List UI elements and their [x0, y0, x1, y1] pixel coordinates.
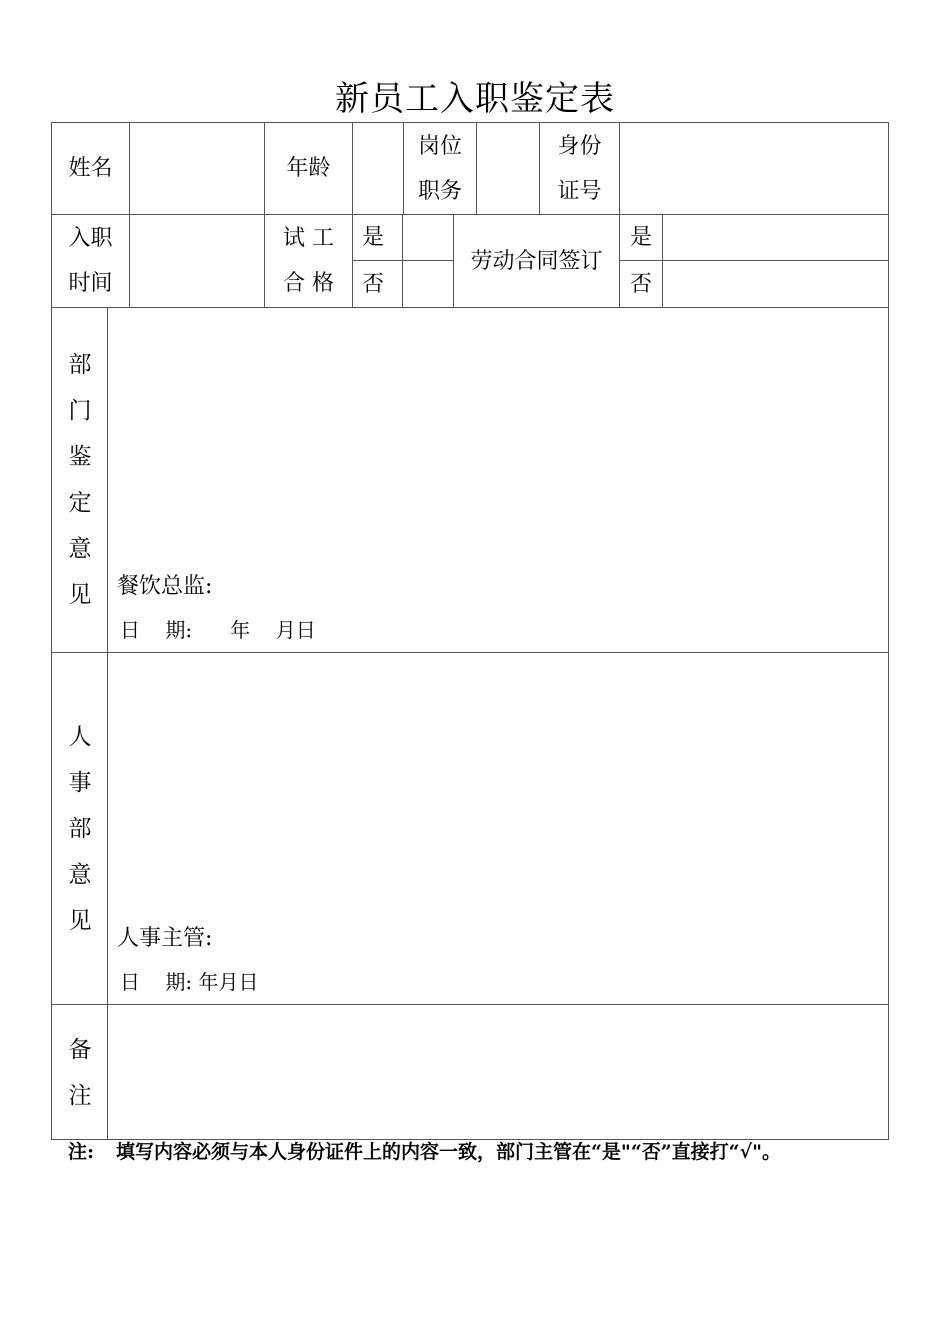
remark-label-char: 备	[68, 1037, 92, 1063]
hire-date-label	[52, 215, 129, 307]
trial-no-label: 否	[361, 271, 384, 297]
trial-no-checkbox[interactable]	[403, 261, 453, 307]
id-label	[540, 123, 619, 214]
hr-opinion-field[interactable]	[108, 653, 888, 918]
dept-label-char: 见	[68, 582, 92, 608]
trial-yes-label: 是	[361, 225, 384, 250]
position-label-line2: 职务	[417, 178, 462, 204]
hire-date-label-line1: 入职	[68, 226, 113, 251]
trial-yes-checkbox[interactable]	[403, 215, 453, 260]
trial-pass-label-line2: 合 格	[283, 271, 334, 296]
hr-signer-label: 人事主管:	[117, 926, 213, 951]
age-label: 年龄	[286, 156, 331, 181]
contract-no-label: 否	[629, 271, 652, 297]
hr-label-char: 见	[68, 908, 92, 934]
dept-label-char: 部	[68, 352, 92, 378]
dept-label-char: 定	[68, 490, 92, 516]
hire-date-field[interactable]	[130, 215, 264, 307]
trial-pass-label	[265, 215, 352, 307]
name-field[interactable]	[130, 123, 264, 214]
hr-label-char: 部	[68, 816, 92, 842]
hr-opinion-label	[52, 714, 108, 944]
form-title: 新员工入职鉴定表	[335, 79, 615, 119]
remark-label-char: 注	[68, 1083, 92, 1109]
dept-label-char: 门	[68, 398, 92, 424]
age-field[interactable]	[353, 123, 403, 214]
dept-signer-label: 餐饮总监:	[117, 574, 213, 599]
name-label: 姓名	[68, 156, 113, 181]
position-label-line1: 岗位	[417, 133, 462, 159]
contract-yes-checkbox[interactable]	[663, 215, 888, 260]
hr-label-char: 事	[68, 770, 92, 796]
hr-label-char: 人	[68, 724, 92, 750]
contract-no-checkbox[interactable]	[663, 261, 888, 307]
hire-date-label-line2: 时间	[68, 271, 113, 296]
id-label-line1: 身份	[557, 133, 602, 159]
remark-field[interactable]	[108, 1005, 888, 1139]
dept-opinion-label	[52, 342, 108, 618]
id-label-line2: 证号	[557, 178, 602, 204]
contract-label: 劳动合同签订	[470, 248, 603, 274]
position-field[interactable]	[477, 123, 539, 214]
footnote-label: 注:	[68, 1141, 95, 1163]
dept-opinion-field[interactable]	[108, 308, 888, 568]
remark-label	[52, 1026, 108, 1120]
footnote-text: 填写内容必须与本人身份证件上的内容一致，部门主管在“是"“否”直接打“√"。	[116, 1141, 782, 1163]
trial-pass-label-line1: 试 工	[283, 226, 334, 251]
dept-label-char: 鉴	[68, 444, 92, 470]
id-number-field[interactable]	[620, 123, 888, 214]
contract-yes-label: 是	[629, 225, 652, 250]
dept-label-char: 意	[68, 536, 92, 562]
hr-label-char: 意	[68, 862, 92, 888]
dept-date-label: 日 期: 年 月日	[120, 618, 316, 642]
position-label	[404, 123, 476, 214]
hr-date-label: 日 期: 年月日	[120, 970, 259, 994]
